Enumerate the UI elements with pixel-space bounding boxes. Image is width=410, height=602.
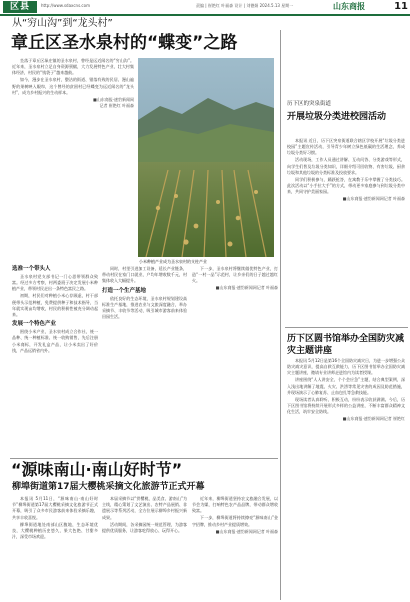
right-story1-para: 本报讯 近日，历下区突泉街道联合辖区学校开展“垃圾分类进校园”主题宣传活动，引导青少年树立绿色低碳的生活理念，养成垃圾分类好习惯。 [287, 138, 405, 156]
edit-info: 责编 | 崔艳红 叶福森 设计 | 刘德娟 2024.5.13 星期一 [196, 3, 294, 8]
paper-name: 山东商报 [333, 2, 365, 11]
story2-col1-para: 本报讯 5月11日，“源味南山·南山好时节”柳埠街道第17届大樱桃采摘文化旅游节正式开幕，吸引了众多市民游客前来体验采摘乐趣，共享丰收喜悦。 [12, 496, 98, 520]
right-story1-byline: ■山东商报·速豹新闻网记者 叶福森 [342, 196, 405, 202]
right-divider [285, 327, 408, 328]
lead-column-2 [102, 266, 187, 461]
right-headline: 开展垃圾分类进校园活动 [287, 112, 387, 122]
right-story1-para: 活动现场，工作人员通过讲解、互动问答、分类游戏等形式，向学生们普及垃圾分类知识，详细介绍可回收物、有害垃圾、厨余垃圾和其他垃圾的分类标准及投放要求。 [287, 157, 405, 175]
header-rule [0, 14, 410, 16]
lead-col3-byline: ■山东商报·速豹新闻网记者 叶福森 [215, 285, 278, 291]
story2-col1-para: 柳埠街道地处南部山区腹地，生态环境优良，大樱桃种植历史悠久，果大色艳、甘甜多汁，深受市场欢迎。 [12, 521, 98, 540]
right-headline-2: 历下区圆书馆举办全国防灾减灾主题讲座 [287, 334, 405, 356]
right-story1-para: 同学们积极参与，踊跃抢答，在寓教于乐中掌握了分类技巧。此次活动以“小手拉大手”的方式，带动更多家庭参与到垃圾分类中来，共同守护美丽家园。 [287, 176, 405, 195]
lead-col1-para: 初期，村民们对种植小米心存顾虑，村干部便带头示范种植，免费提供种子和技术指导，当年就实现亩均增收，村民的积极性被充分调动起来。 [12, 293, 98, 318]
lead-subhead-2: 发展一个特色产业 [12, 321, 57, 328]
page-number: 11 [394, 1, 408, 12]
lead-column-3 [192, 266, 278, 461]
lead-column-1 [12, 263, 98, 460]
right-story2-byline: ■山东商报·速豹新闻网记者 崔艳红 [342, 416, 405, 422]
right-kicker: 历下区的突泉街道 [287, 101, 332, 107]
story2-byline: ■山东商报·速豹新闻网记者 叶福森 [215, 528, 278, 534]
right-story2-para: 本报讯 5月12日是第16个全国防灾减灾日，为进一步增强公众防灾减灾意识，提高自救互救能力，历下区图书馆举办全国防灾减灾主题讲座，邀请专业讲师走进馆内为读者授课。 [287, 358, 405, 376]
lead-byline: ■山东商报·速豹新闻网 [92, 96, 134, 102]
lead-col2-para: 围绕小米产业，圣水泉村成立合作社，统一品种、统一种植标准、统一收购销售，先后注册小米商标，开发礼盒产品，让小米卖出了好价钱，产品远销省内外。 [12, 329, 98, 353]
farm-field-photo [138, 58, 274, 257]
right-story-1 [287, 138, 405, 325]
lead-intro-para: 坐落于章丘区垛庄镇的圣水泉村，曾经是远近闻名的“穷山沟”。近年来，圣水泉村立足自身资源禀赋，大力发展特色产业，壮大村集体经济，村民的“钱袋子”越来越鼓。 [12, 58, 134, 76]
story2-col2-para: 活动期间，各采摘园统一规范管理，为游客提供优质服务，让游客吃得放心、玩得开心。 [102, 521, 187, 533]
story2-subhead: 柳埠街道第17届大樱桃采摘文化旅游节正式开幕 [12, 482, 205, 492]
lead-col1-para: 圣水泉村党支部书记一门心思带领群众致富。经过多方考察，村两委班子决定发展小米种植产业，带领村民走出一条特色富民之路。 [12, 274, 98, 292]
story2-column-3 [192, 496, 278, 600]
story2-column-1 [12, 496, 98, 600]
lead-intro [12, 58, 134, 258]
lead-subhead-3: 打造一个生产基地 [102, 287, 147, 294]
section-tab: 区县 [3, 1, 37, 13]
story2-col2-para: 本届采摘节以“赏樱桃、品美食、游南山”为主线，精心策划了文艺演出、农特产品展销、非遗展示等系列活动，全方位展示柳埠乡村振兴新成果。 [102, 496, 187, 520]
photo-caption: 小米种植产业成为圣水泉村的支柱产业 [139, 259, 207, 264]
lead-col3-para: 依托良好的生态环境，圣水泉村规划建设高标准生产基地，推进农业与文旅深度融合，举办采摘节、丰收节等活动，吸引城市游客前来体验田园生活。 [102, 295, 187, 320]
right-story-2 [287, 358, 405, 598]
story2-col3-para: 近年来，柳埠街道坚持农文旅融合发展，以节会为媒，打响特色农产品品牌，带动群众增收致富。 [192, 496, 278, 514]
story2-rule [10, 458, 278, 459]
right-story2-para: 讲座围绕“人人讲安全、个个会应急”主题，结合典型案例，深入浅出地讲解了地震、火灾、洪涝等常见灾害的成因及防范措施，并现场演示了心肺复苏、止血包扎等急救技能。 [287, 377, 405, 395]
column-divider [280, 30, 281, 600]
lead-intro-para: 如今，漫步在圣水泉村，整洁的街道、错落有致的民居、漫山遍野的果树映入眼帘，这个曾经的贫困村已经蝶变为远近闻名的“龙头村”，成为乡村振兴的生动样本。 [12, 77, 134, 95]
site-url: http://www.sdaxcns.com [41, 3, 90, 8]
lead-kicker: 从“穷山沟”到“龙头村” [12, 18, 113, 29]
lead-col3-para: 下一步，圣水泉村将继续做优特色产业，打造“一村一品”示范村，让乡亲们的日子越过越红火。 [192, 266, 278, 284]
lead-headline: 章丘区圣水泉村的“蝶变”之路 [11, 33, 238, 53]
story2-col3-para: 下一步，柳埠街道将持续擦亮“源味南山”金字招牌，推动乡村产业提质增效。 [192, 515, 278, 527]
story2-headline: “源味南山·南山好时节” [11, 460, 183, 479]
masthead [0, 0, 410, 14]
right-story2-para: 现场读者认真聆听、积极互动，纷纷表示收获满满。今后，历下区图书馆将持续开展形式多样的公益讲座，不断丰富群众精神文化生活，筑牢安全防线。 [287, 396, 405, 415]
lead-byline-names: 记者 崔艳红 叶福森 [99, 102, 134, 108]
lead-photo [138, 58, 274, 257]
lead-subhead-1: 选准一个带头人 [12, 266, 51, 272]
story2-column-2 [102, 496, 187, 600]
lead-col2-para: 同时，村里引进加工设备，延长产业链条，带动村民在家门口就业，户均年增收数千元，村集体收入大幅提升。 [102, 266, 187, 284]
